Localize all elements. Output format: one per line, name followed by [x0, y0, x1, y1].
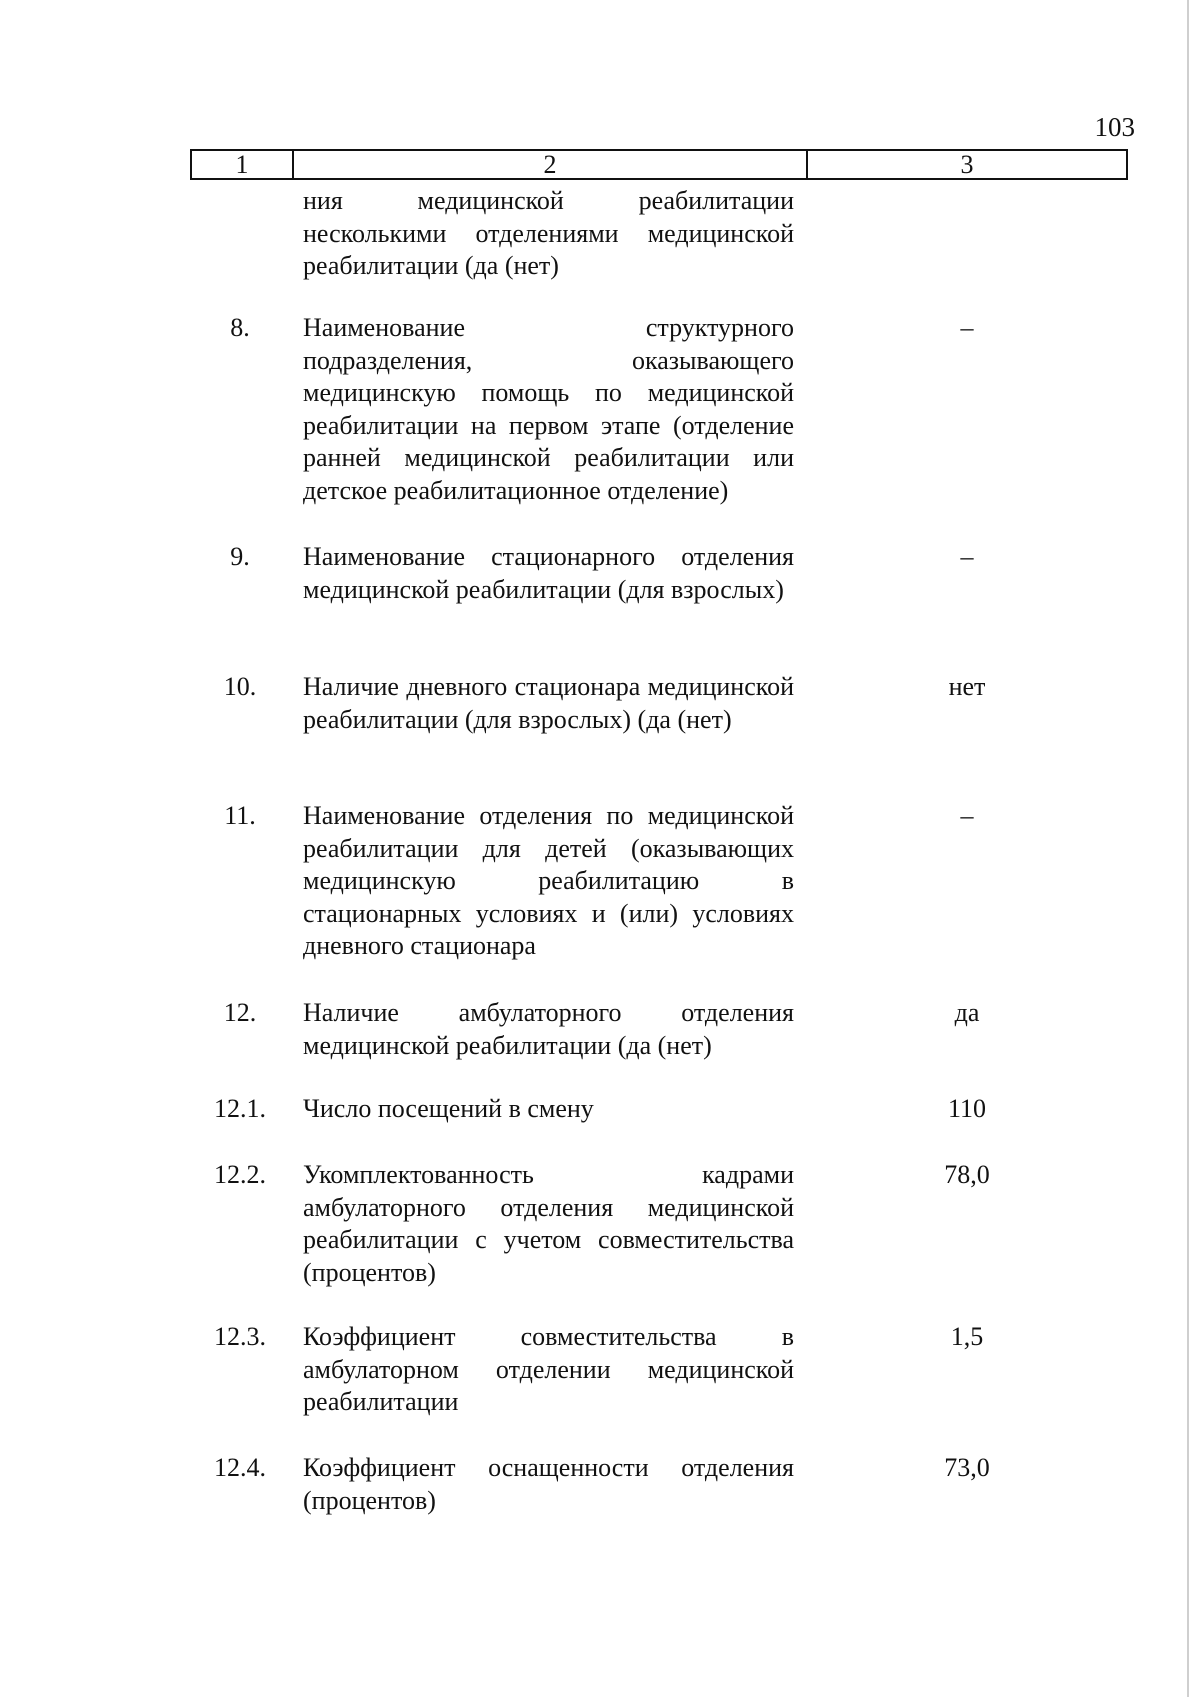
- row-text: Наименование структурного подразделения, оказывающего медицинскую помощь по медицинской реабилитации на первом этапе (отделение ранней медицинской реабилитации или детское реабилитационное отделение): [303, 313, 794, 505]
- row-value: 1,5: [950, 1322, 984, 1351]
- row-text: ния медицинской реабилитации несколькими отделениями медицинской реабилитации (да (нет): [303, 186, 794, 280]
- row-number: 11.: [224, 801, 256, 830]
- row-number: 12.4.: [214, 1453, 266, 1482]
- row-text: Наименование стационарного отделения медицинской реабилитации (для взрослых): [303, 542, 794, 604]
- row-text: Коэффициент оснащенности отделения (процентов): [303, 1453, 794, 1515]
- table-header-col-3: 3: [806, 151, 1126, 178]
- row-value: 110: [947, 1094, 987, 1123]
- row-number: 12.2.: [214, 1160, 266, 1189]
- row-text: Число посещений в смену: [303, 1094, 594, 1123]
- row-value: да: [954, 998, 980, 1027]
- row-text: Наличие дневного стационара медицинской реабилитации (для взрослых) (да (нет): [303, 672, 794, 734]
- row-number: 12.3.: [214, 1322, 266, 1351]
- row-number: 12.1.: [214, 1094, 266, 1123]
- row-number: 8.: [230, 313, 250, 342]
- row-text: Наличие амбулаторного отделения медицинской реабилитации (да (нет): [303, 998, 794, 1060]
- row-value: 73,0: [944, 1453, 990, 1482]
- row-value: –: [960, 542, 974, 571]
- row-text: Наименование отделения по медицинской реабилитации для детей (оказывающих медицинскую реабилитацию в стационарных условиях и (или) условиях дневного стационара: [303, 801, 794, 960]
- row-number: 9.: [230, 542, 250, 571]
- row-value: 78,0: [944, 1160, 990, 1189]
- row-value: –: [960, 313, 974, 342]
- page-edge-line: [1187, 0, 1189, 1697]
- table-header-col-1: 1: [235, 150, 249, 179]
- row-value: нет: [948, 672, 986, 701]
- table-header-col-2: 2: [292, 151, 806, 178]
- page-number: 103: [1094, 112, 1135, 142]
- row-number: 12.: [223, 998, 257, 1027]
- row-text: Укомплектованность кадрами амбулаторного отделения медицинской реабилитации с учетом совместительства (процентов): [303, 1160, 794, 1287]
- row-value: –: [960, 801, 974, 830]
- row-number: 10.: [223, 672, 257, 701]
- row-text: Коэффициент совместительства в амбулаторном отделении медицинской реабилитации: [303, 1322, 794, 1416]
- table-header-row: [190, 149, 1128, 180]
